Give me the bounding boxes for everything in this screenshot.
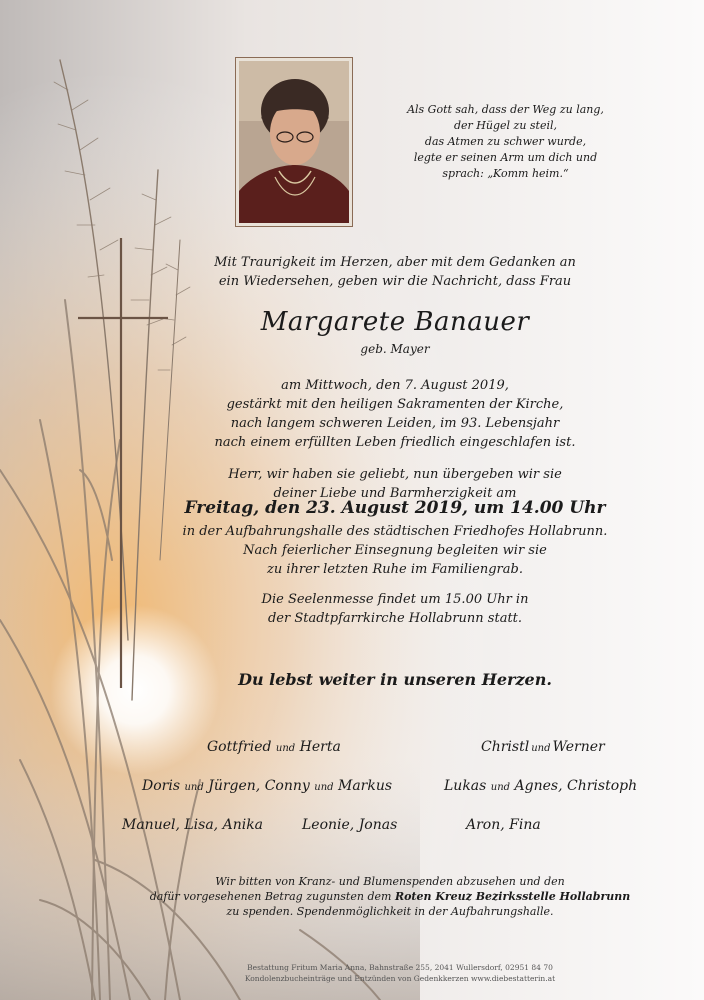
mourner-name: Jürgen, Conny <box>208 778 310 794</box>
mourner-name: Christl <box>481 739 530 755</box>
intro-line: Mit Traurigkeit im Herzen, aber mit dem Gedanken an <box>214 255 576 270</box>
funeral-home-footer <box>150 962 650 984</box>
und-connector: und <box>531 743 551 754</box>
portrait-photo <box>235 57 353 227</box>
motto: Du lebst weiter in unseren Herzen. <box>238 670 552 689</box>
mourner-grandchildren-2: Leonie, Jonas <box>302 817 398 833</box>
footer-address: Bestattung Fritum Maria Anna, Bahnstraße 255, 2041 Wullersdorf, 02951 84 70 <box>247 963 553 972</box>
mourner-grandchildren-3: Aron, Fina <box>466 817 541 833</box>
mourner-name: Markus <box>338 778 393 794</box>
deceased-name: Margarete Banauer <box>260 307 530 337</box>
paragraph-line: in der Aufbahrungshalle des städtischen Friedhofes Hollabrunn. <box>182 524 608 539</box>
charity-name: Roten Kreuz Bezirksstelle Hollabrunn <box>394 890 631 903</box>
mourner-grandchildren-1: Manuel, Lisa, Anika <box>122 817 264 833</box>
poem-line: das Atmen zu schwer wurde, <box>424 135 587 148</box>
poem-line: legte er seinen Arm um dich und <box>413 151 598 164</box>
death-paragraph <box>150 376 640 452</box>
paragraph-line: zu ihrer letzten Ruhe im Familiengrab. <box>267 562 523 577</box>
und-connector: und <box>275 743 296 754</box>
paragraph-line: Die Seelenmesse findet um 15.00 Uhr in <box>261 592 529 607</box>
footer-website: Kondolenzbucheinträge und Entzünden von Gedenkkerzen www.diebestatterin.at <box>244 974 556 983</box>
paragraph-line: deiner Liebe und Barmherzigkeit am <box>273 486 517 501</box>
mourner-lukas-agnes-christoph <box>444 778 637 794</box>
paragraph-line: Herr, wir haben sie geliebt, nun übergeben wir sie <box>228 467 562 482</box>
und-connector: und <box>314 782 334 793</box>
und-connector: und <box>184 782 204 793</box>
mourner-name: Herta <box>299 739 341 755</box>
funeral-date: Freitag, den 23. August 2019, um 14.00 Uhr <box>184 498 606 518</box>
mourner-name: Lukas <box>444 778 487 794</box>
und-connector: und <box>490 782 511 793</box>
poem-quote <box>398 102 613 182</box>
paragraph-line: am Mittwoch, den 7. August 2019, <box>281 378 509 393</box>
portrait-image <box>239 61 349 223</box>
mourner-gottfried-herta <box>207 739 341 755</box>
birth-name: geb. Mayer <box>360 342 430 356</box>
donation-notice <box>120 874 660 919</box>
mourner-name: Doris <box>142 778 181 794</box>
poem-line: sprach: „Komm heim.“ <box>442 167 569 180</box>
notice-text: dafür vorgesehenen Betrag zugunsten dem <box>149 890 392 903</box>
location-paragraph <box>150 522 640 579</box>
mourner-name: Gottfried <box>207 739 272 755</box>
paragraph-line: gestärkt mit den heiligen Sakramenten der Kirche, <box>226 397 564 412</box>
mourner-name: Werner <box>552 739 605 755</box>
mourner-christl-werner <box>481 739 605 755</box>
paragraph-line: der Stadtpfarrkirche Hollabrunn statt. <box>267 611 523 626</box>
poem-line: der Hügel zu steil, <box>453 119 558 132</box>
poem-line: Als Gott sah, dass der Weg zu lang, <box>407 103 604 116</box>
paragraph-line: nach einem erfüllten Leben friedlich eingeschlafen ist. <box>214 435 576 450</box>
notice-line: zu spenden. Spendenmöglichkeit in der Aufbahrungshalle. <box>226 905 554 918</box>
notice-line <box>120 889 660 904</box>
paragraph-line: nach langem schweren Leiden, im 93. Lebensjahr <box>230 416 560 431</box>
intro-line: ein Wiedersehen, geben wir die Nachricht, dass Frau <box>218 274 572 289</box>
mourner-doris-juergen-conny-markus <box>142 778 392 794</box>
notice-line: Wir bitten von Kranz- und Blumenspenden abzusehen und den <box>215 875 565 888</box>
paragraph-line: Nach feierlicher Einsegnung begleiten wir sie <box>243 543 547 558</box>
mourner-name: Agnes, Christoph <box>514 778 638 794</box>
intro-text <box>150 253 640 291</box>
mass-paragraph <box>150 590 640 628</box>
